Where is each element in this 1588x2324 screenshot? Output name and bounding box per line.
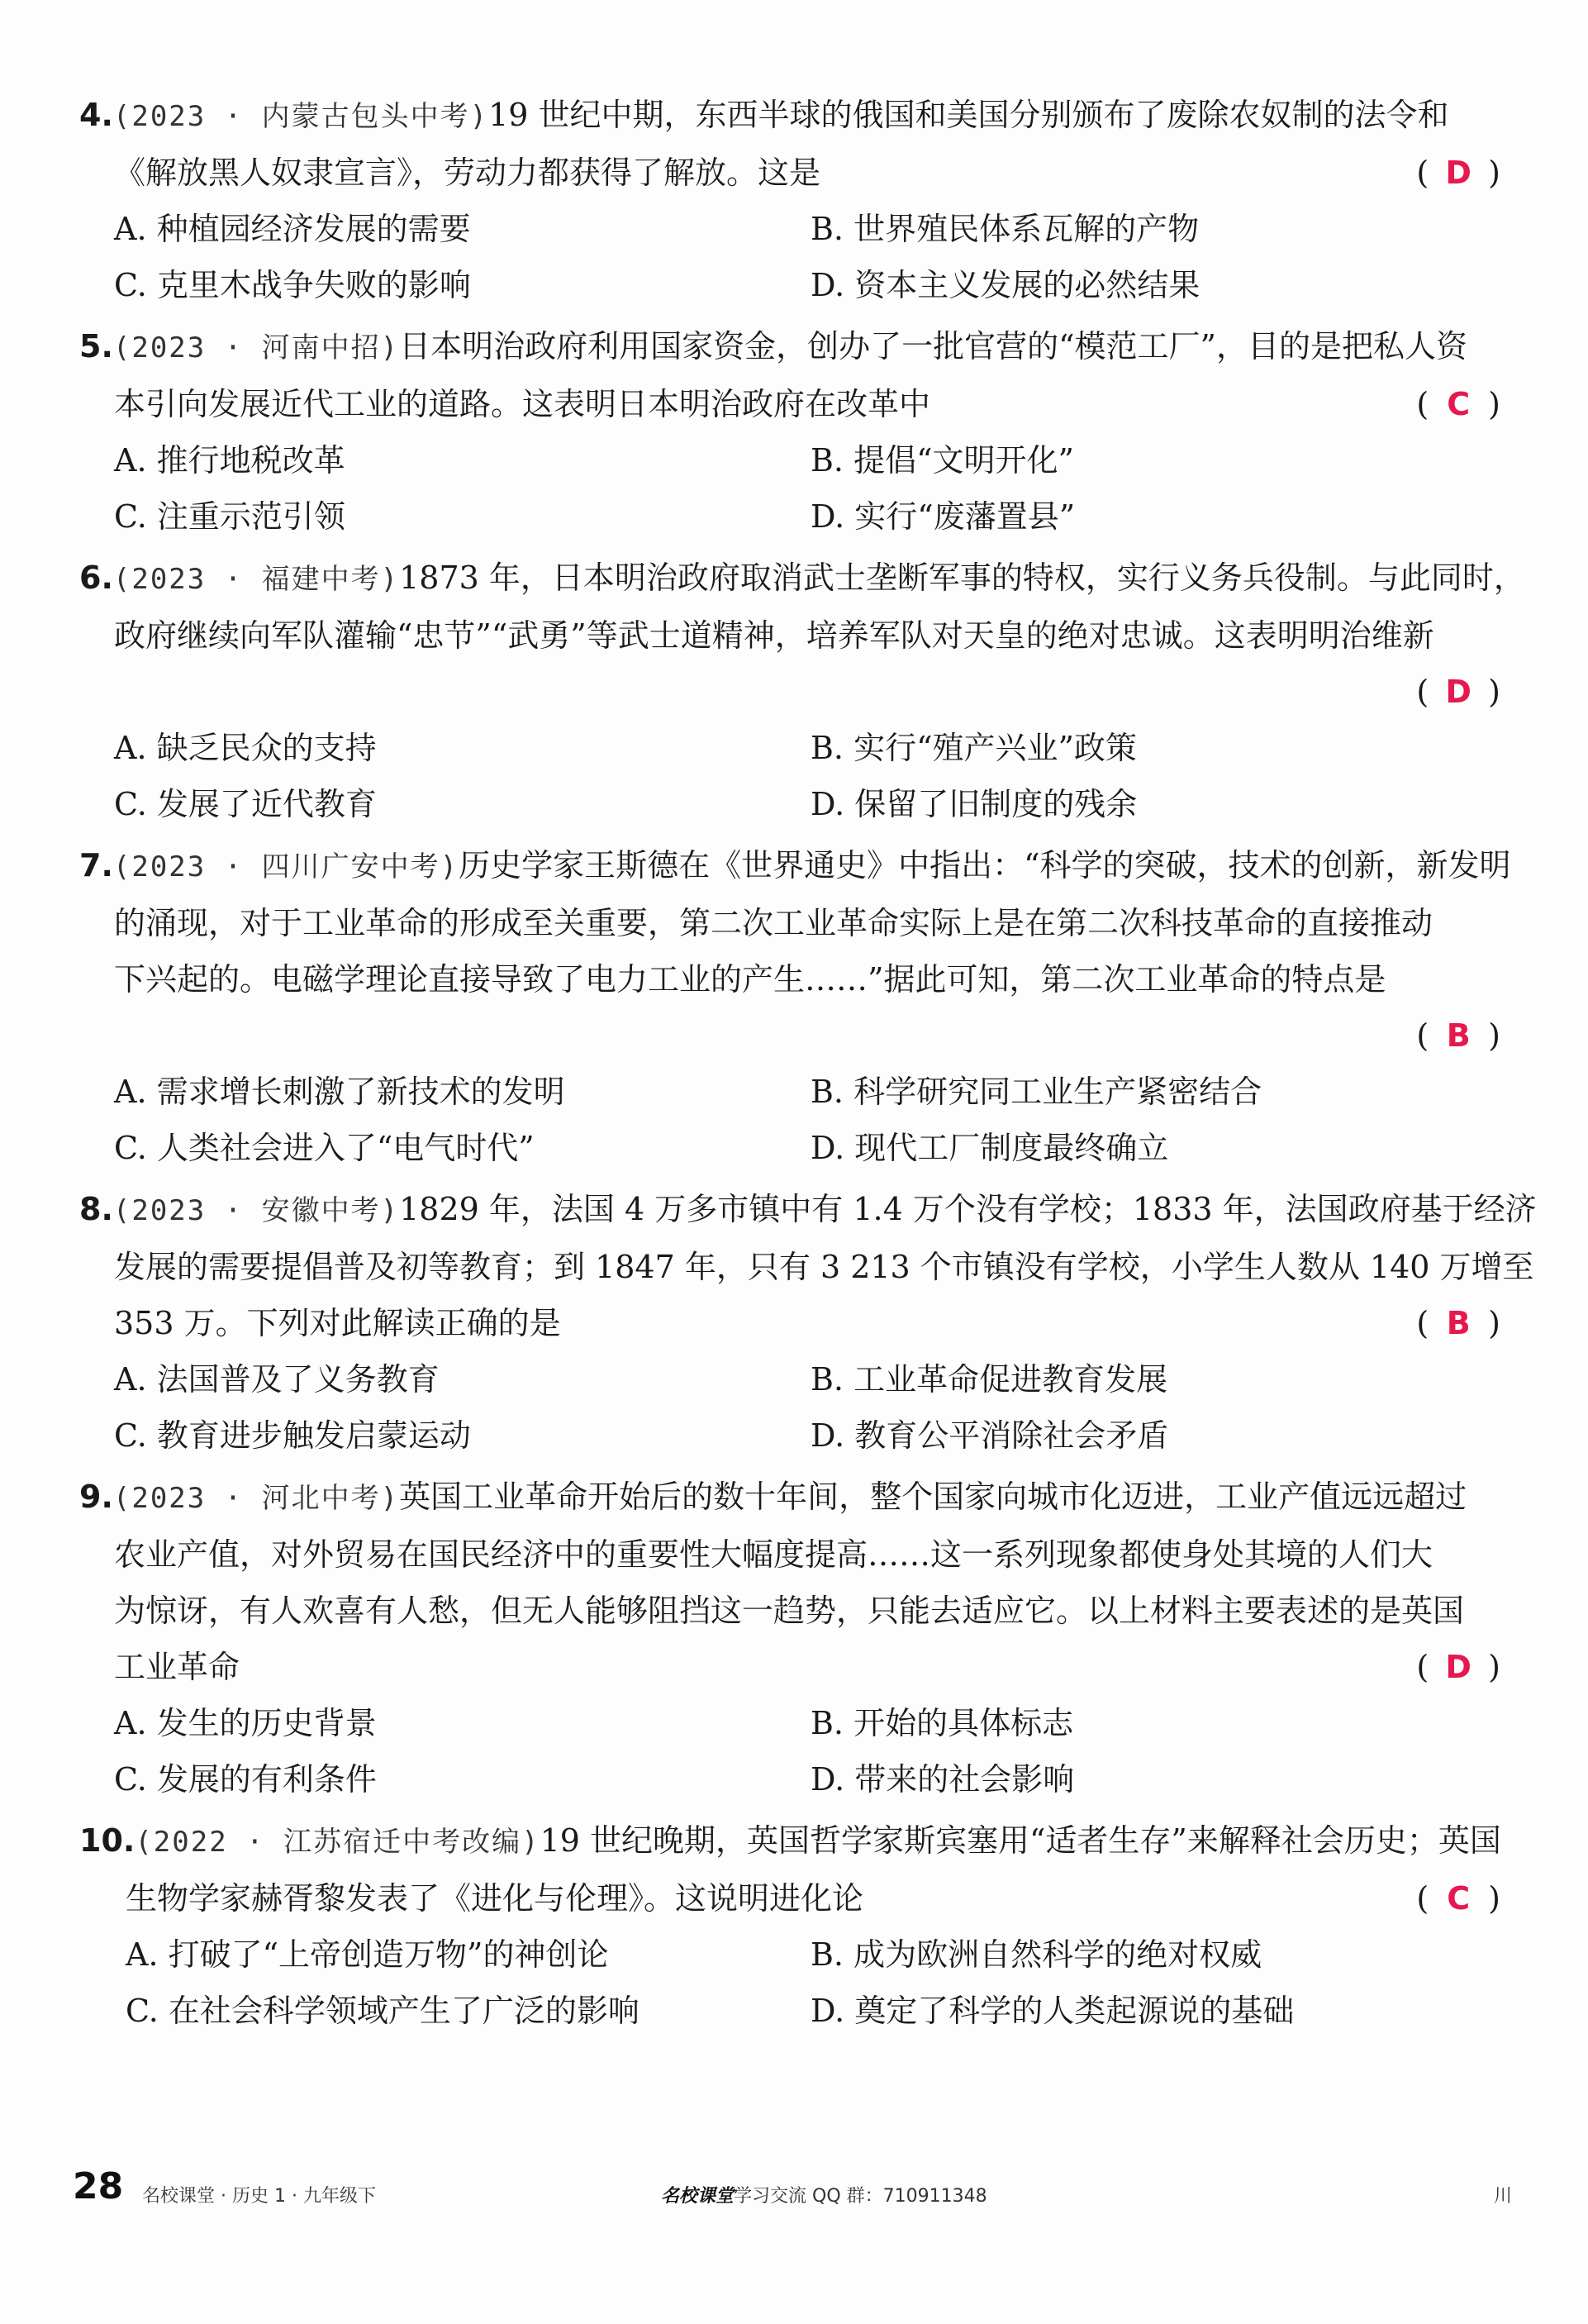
question-line — [79, 145, 1500, 201]
options — [79, 1695, 1500, 1807]
option-b: B. 开始的具体标志 — [811, 1705, 1074, 1741]
option-a: A. 种植园经济发展的需要 — [114, 211, 471, 247]
option-d: D. 带来的社会影响 — [811, 1761, 1075, 1798]
question-source: (2023 · 内蒙古包头中考) — [112, 100, 489, 133]
option-c: C. 发展的有利条件 — [114, 1761, 377, 1798]
option-c: C. 在社会科学领域产生了广泛的影响 — [126, 1993, 639, 2029]
question-5 — [79, 318, 1500, 545]
question-line — [79, 1583, 1500, 1639]
option-d: D. 现代工厂制度最终确立 — [811, 1130, 1169, 1166]
question-line — [79, 550, 1525, 607]
question-text: 发展的需要提倡普及初等教育；到 1847 年，只有 3 213 个市镇没有学校，小学生人数从 140 万增至 — [114, 1249, 1534, 1285]
question-8 — [79, 1181, 1537, 1464]
option-c: C. 注重示范引领 — [114, 498, 345, 535]
question-number: 8. — [79, 1191, 113, 1227]
options — [79, 720, 1500, 832]
option-d: D. 保留了旧制度的残余 — [811, 786, 1138, 822]
answer-bracket: ( D ) — [1416, 145, 1500, 201]
page-footer — [66, 2165, 1512, 2215]
option-b: B. 世界殖民体系瓦解的产物 — [811, 211, 1200, 247]
answer-letter: D — [1445, 155, 1472, 191]
question-source: (2023 · 河南中招) — [112, 331, 400, 364]
question-text: 生物学家赫胥黎发表了《进化与伦理》。这说明进化论 — [126, 1880, 864, 1917]
question-text: 政府继续向军队灌输“忠节”“武勇”等武士道精神，培养军队对天皇的绝对忠诚。这表明明治维新 — [114, 617, 1434, 654]
option-d: D. 资本主义发展的必然结果 — [811, 267, 1201, 303]
options — [79, 1926, 1500, 2039]
answer-letter: B — [1446, 1305, 1471, 1341]
question-text: 的涌现，对于工业革命的形成至关重要，第二次工业革命实际上是在第二次科技革命的直接推动 — [114, 905, 1433, 941]
answer-bracket: ( C ) — [1416, 1870, 1500, 1926]
option-c: C. 教育进步触发启蒙运动 — [114, 1417, 471, 1454]
option-a: A. 法国普及了义务教育 — [114, 1361, 440, 1398]
question-line — [79, 1239, 1534, 1295]
option-a: A. 需求增长刺激了新技术的发明 — [114, 1074, 565, 1110]
question-line — [79, 1295, 1500, 1351]
question-text: 英国工业革命开始后的数十年间，整个国家向城市化迈进，工业产值远远超过 — [399, 1479, 1467, 1515]
question-line — [79, 1526, 1500, 1583]
option-a: A. 推行地税改革 — [114, 442, 345, 479]
answer-letter: D — [1445, 674, 1472, 710]
answer-row — [79, 1007, 1500, 1064]
options — [79, 1064, 1500, 1176]
option-a: A. 发生的历史背景 — [114, 1705, 377, 1741]
option-a: A. 打破了“上帝创造万物”的神创论 — [126, 1936, 609, 1973]
question-10 — [79, 1812, 1500, 2039]
option-b: B. 提倡“文明开化” — [811, 442, 1074, 479]
answer-bracket: ( C ) — [1416, 376, 1500, 432]
question-number: 7. — [79, 847, 113, 883]
question-text: 工业革命 — [114, 1649, 240, 1685]
question-source: (2023 · 福建中考) — [112, 563, 400, 596]
region-mark: 川 — [1493, 2186, 1512, 2207]
question-line — [79, 1469, 1500, 1526]
question-text: 19 世纪中期，东西半球的俄国和美国分别颁布了废除农奴制的法令和 — [488, 97, 1449, 133]
page-number: 28 — [73, 2165, 124, 2207]
question-source: (2023 · 四川广安中考) — [112, 850, 459, 883]
answer-letter: C — [1447, 386, 1471, 422]
question-line — [79, 607, 1500, 664]
question-source: (2023 · 安徽中考) — [112, 1194, 400, 1227]
question-text: 1829 年，法国 4 万多市镇中有 1.4 万个没有学校；1833 年，法国政府基于经济 — [399, 1191, 1537, 1227]
question-line — [79, 87, 1500, 145]
question-7 — [79, 837, 1511, 1176]
option-b: B. 成为欧洲自然科学的绝对权威 — [811, 1936, 1262, 1973]
question-source: (2022 · 江苏宿迁中考改编) — [135, 1826, 540, 1859]
answer-bracket: ( D ) — [1416, 1639, 1500, 1695]
option-c: C. 克里木战争失败的影响 — [114, 267, 471, 303]
option-c: C. 人类社会进入了“电气时代” — [114, 1130, 535, 1166]
options — [79, 201, 1500, 313]
option-d: D. 实行“废藩置县” — [811, 498, 1076, 535]
question-line — [79, 1181, 1537, 1239]
answer-bracket: ( D ) — [1416, 664, 1500, 720]
question-line — [79, 318, 1500, 376]
answer-letter: D — [1445, 1649, 1472, 1685]
answer-bracket: ( B ) — [1416, 1007, 1500, 1064]
option-c: C. 发展了近代教育 — [114, 786, 377, 822]
question-text: 本引向发展近代工业的道路。这表明日本明治政府在改革中 — [114, 386, 931, 422]
option-b: B. 工业革命促进教育发展 — [811, 1361, 1168, 1398]
option-a: A. 缺乏民众的支持 — [114, 730, 377, 766]
question-source: (2023 · 河北中考) — [112, 1482, 400, 1515]
options — [79, 432, 1500, 545]
question-text: 历史学家王斯德在《世界通史》中指出：“科学的突破，技术的创新，新发明 — [459, 847, 1511, 883]
question-4 — [79, 87, 1500, 313]
question-text: 19 世纪晚期，英国哲学家斯宾塞用“适者生存”来解释社会历史；英国 — [540, 1822, 1501, 1859]
answer-letter: C — [1447, 1880, 1471, 1917]
question-line — [79, 1812, 1500, 1870]
question-list — [79, 87, 1537, 2044]
question-line — [79, 951, 1500, 1007]
answer-bracket: ( B ) — [1416, 1295, 1500, 1351]
options — [79, 1351, 1500, 1464]
answer-letter: B — [1446, 1017, 1471, 1054]
question-line — [79, 837, 1511, 895]
option-d: D. 教育公平消除社会矛盾 — [811, 1417, 1169, 1454]
question-line — [79, 1870, 1500, 1926]
question-number: 5. — [79, 328, 113, 364]
question-text: 下兴起的。电磁学理论直接导致了电力工业的产生……”据此可知，第二次工业革命的特点是 — [114, 961, 1386, 998]
question-text: 《解放黑人奴隶宣言》，劳动力都获得了解放。这是 — [114, 155, 821, 191]
question-text: 农业产值，对外贸易在国民经济中的重要性大幅度提高……这一系列现象都使身处其境的人们大 — [114, 1536, 1433, 1573]
question-text: 日本明治政府利用国家资金，创办了一批官营的“模范工厂”，目的是把私人资 — [399, 328, 1467, 364]
brand-logo: 名校课堂 — [661, 2186, 735, 2207]
option-b: B. 科学研究同工业生产紧密结合 — [811, 1074, 1262, 1110]
footer-center — [661, 2182, 987, 2207]
question-number: 4. — [79, 97, 113, 133]
question-number: 10. — [79, 1822, 136, 1859]
qq-group-text: 学习交流 QQ 群：710911348 — [734, 2186, 987, 2207]
question-text: 1873 年，日本明治政府取消武士垄断军事的特权，实行义务兵役制。与此同时， — [399, 560, 1525, 596]
option-d: D. 奠定了科学的人类起源说的基础 — [811, 1993, 1295, 2029]
answer-row — [79, 664, 1500, 720]
question-number: 6. — [79, 560, 113, 596]
question-number: 9. — [79, 1479, 113, 1515]
question-line — [79, 895, 1500, 951]
question-line — [79, 376, 1500, 432]
question-6 — [79, 550, 1525, 832]
question-text: 为惊讶，有人欢喜有人愁，但无人能够阻挡这一趋势，只能去适应它。以上材料主要表述的是英国 — [114, 1593, 1465, 1629]
question-line — [79, 1639, 1500, 1695]
option-b: B. 实行“殖产兴业”政策 — [811, 730, 1137, 766]
question-9 — [79, 1469, 1500, 1807]
book-title: 名校课堂 · 历史 1 · 九年级下 — [142, 2186, 376, 2207]
question-text: 353 万。下列对此解读正确的是 — [114, 1305, 561, 1341]
